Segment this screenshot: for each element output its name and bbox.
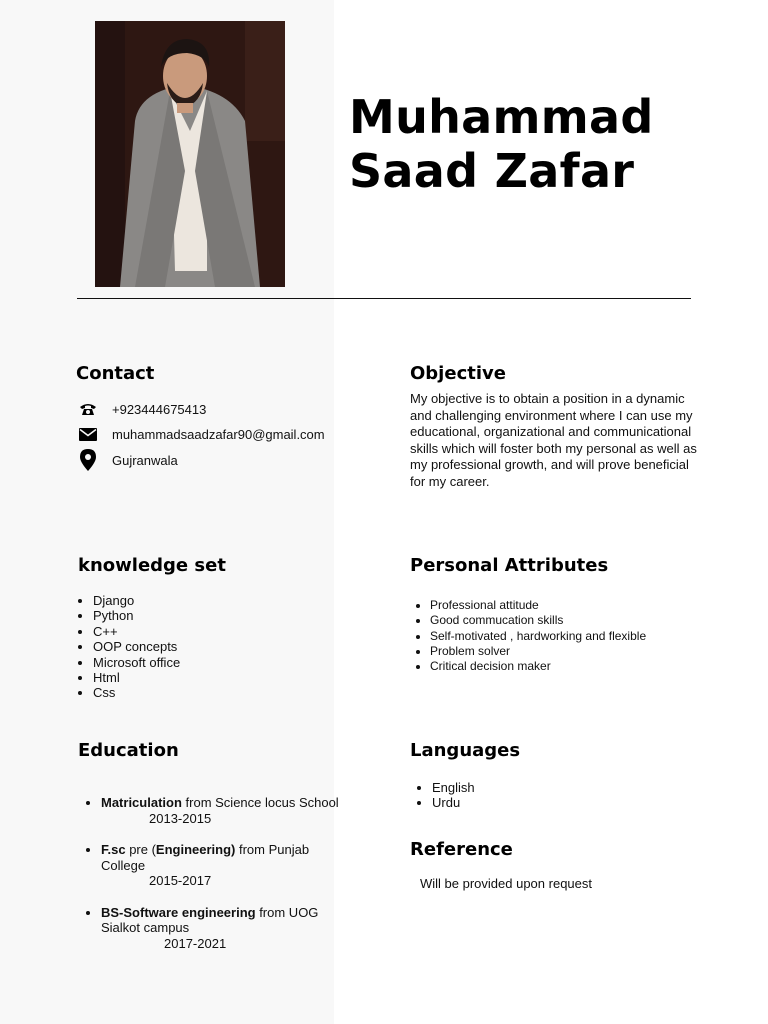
list-item: • Html — [93, 670, 180, 685]
institution-text: from Science locus School — [181, 795, 339, 810]
education-item — [101, 842, 351, 889]
objective-text: My objective is to obtain a position in a dynamic and challenging environment where I can use my educational, organizational and communicational skills which will foster both my personal as well as my professional growth, and will prove beneficial for my career. — [410, 391, 697, 489]
knowledge-heading: knowledge set — [78, 555, 226, 576]
education-heading: Education — [78, 740, 179, 761]
attributes-list — [414, 598, 646, 674]
first-name: Muhammad — [349, 90, 654, 144]
reference-heading: Reference — [410, 839, 513, 860]
contact-heading: Contact — [76, 363, 155, 384]
degree-text: pre ( — [125, 842, 156, 857]
languages-list — [416, 780, 475, 811]
list-item: • Python — [93, 608, 180, 623]
knowledge-list — [77, 593, 180, 701]
contact-location: Gujranwala — [112, 452, 178, 468]
contact-email-row — [77, 423, 325, 445]
contact-location-row — [77, 449, 178, 471]
objective-heading: Objective — [410, 363, 506, 384]
list-item: • Urdu — [432, 795, 475, 810]
education-years: 2013-2015 — [149, 810, 212, 826]
phone-icon — [77, 398, 99, 420]
degree-name: Matriculation — [101, 795, 182, 810]
contact-email[interactable]: muhammadsaadzafar90@gmail.com — [112, 426, 325, 442]
institution-text: from Punjab College — [101, 842, 310, 873]
list-item: • Professional attitude — [430, 598, 646, 613]
languages-heading: Languages — [410, 740, 521, 761]
degree-name: F.sc — [101, 842, 126, 857]
list-item: • Problem solver — [430, 644, 646, 659]
list-item: • Css — [93, 685, 180, 700]
education-item — [101, 905, 351, 952]
education-item — [101, 795, 351, 826]
list-item: • Good commucation skills — [430, 613, 646, 628]
list-item: • Microsoft office — [93, 655, 180, 670]
attributes-heading: Personal Attributes — [410, 555, 609, 576]
institution-text: from UOG Sialkot campus — [101, 904, 319, 935]
mail-icon — [77, 423, 99, 445]
degree-specialization: Engineering) — [155, 842, 236, 857]
degree-name: BS-Software engineering — [101, 904, 256, 920]
education-years: 2015-2017 — [149, 873, 212, 888]
candidate-name — [349, 90, 749, 198]
header-divider — [77, 298, 691, 299]
list-item: • Self-motivated , hardworking and flexible — [430, 629, 646, 644]
education-list — [84, 795, 351, 967]
reference-text: Will be provided upon request — [420, 876, 592, 891]
last-name: Saad Zafar — [349, 144, 635, 198]
contact-phone: +923444675413 — [112, 401, 207, 417]
list-item: • Critical decision maker — [430, 659, 646, 674]
list-item: • English — [432, 780, 475, 795]
list-item: • C++ — [93, 624, 180, 639]
profile-photo — [95, 21, 285, 287]
list-item: • Django — [93, 593, 180, 608]
list-item: • OOP concepts — [93, 639, 180, 654]
education-years: 2017-2021 — [164, 935, 227, 951]
contact-phone-row — [77, 398, 207, 420]
location-pin-icon — [77, 449, 99, 471]
